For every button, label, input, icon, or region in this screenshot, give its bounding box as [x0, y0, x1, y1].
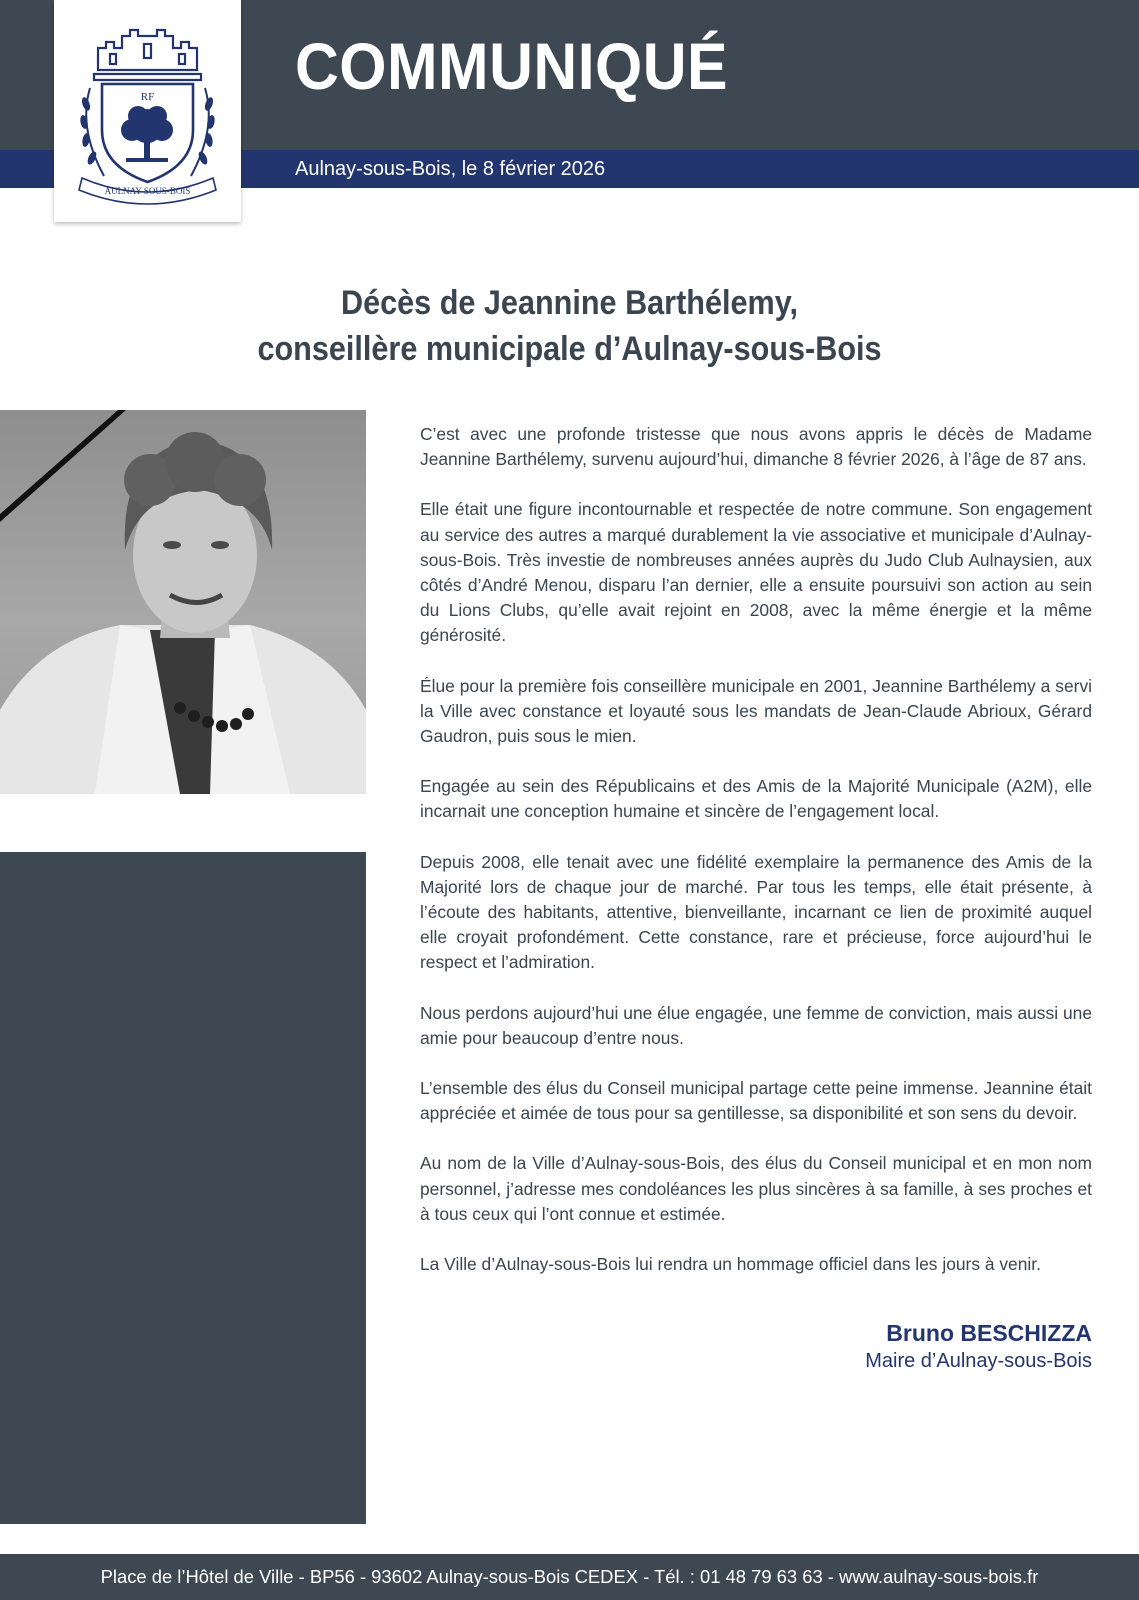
- title-line-1: Décès de Jeannine Barthélemy,: [341, 284, 798, 322]
- paragraph: C’est avec une profonde tristesse que nous avons appris le décès de Madame Jeannine Barthélemy, survenu aujourd’hui, dimanche 8 février 2026, à l’âge de 87 ans.: [420, 424, 1092, 470]
- signatory-role: Maire d’Aulnay-sous-Bois: [865, 1350, 1092, 1372]
- portrait-icon: [0, 410, 366, 794]
- paragraph: Engagée au sein des Républicains et des Amis de la Majorité Municipale (A2M), elle incarnait une conception humaine et sincère de l’engagement local.: [420, 776, 1092, 822]
- svg-text:AULNAY-SOUS-BOIS: AULNAY-SOUS-BOIS: [104, 186, 191, 196]
- title-line-2: conseillère municipale d’Aulnay-sous-Bois: [257, 330, 882, 368]
- signature-block: [865, 1318, 1092, 1374]
- paragraph: Elle était une figure incontournable et respectée de notre commune. Son engagement au service des autres a marqué durablement la vie associative et municipale d’Aulnay-sous-Bois. Très investie de nombreuses années auprès du Judo Club Aulnaysien, aux côtés d’André Menou, disparu l’an dernier, elle a ensuite poursuivi son action au sein du Lions Clubs, qu’elle avait rejoint en 2008, avec la même énergie et la même générosité.: [420, 499, 1092, 646]
- city-crest-logo: [54, 0, 241, 222]
- body-text: [420, 422, 1092, 1302]
- page-kind-heading: COMMUNIQUÉ: [295, 29, 729, 103]
- svg-text:RF: RF: [140, 91, 155, 103]
- paragraph: Au nom de la Ville d’Aulnay-sous-Bois, des élus du Conseil municipal et en mon nom personnel, j’adresse mes condoléances les plus sincères à sa famille, à ses proches et à tous ceux qui l’ont connue et estimée.: [420, 1153, 1092, 1224]
- signatory-name: Bruno BESCHIZZA: [886, 1320, 1092, 1346]
- side-panel: [0, 852, 366, 1524]
- article-title: [57, 280, 1082, 372]
- date-line: Aulnay-sous-Bois, le 8 février 2026: [295, 158, 606, 180]
- paragraph: Élue pour la première fois conseillère municipale en 2001, Jeannine Barthélemy a servi la Ville avec constance et loyauté sous les mandats de Jean-Claude Abrioux, Gérard Gaudron, puis sous le mien.: [420, 675, 1092, 747]
- crest-icon: [64, 18, 231, 206]
- paragraph: Depuis 2008, elle tenait avec une fidélité exemplaire la permanence des Amis de la Majorité lors de chaque jour de marché. Par tous les temps, elle était présente, à l’écoute des habitants, attentive, bienveillante, incarnant ce lien de proximité auquel elle croyait profondément. Cette constance, rare et précieuse, force aujourd’hui le respect et l’admiration.: [420, 851, 1092, 973]
- footer-address: Place de l’Hôtel de Ville - BP56 - 93602 Aulnay-sous-Bois CEDEX - Tél. : 01 48 79 63 63 - www.aulnay-sous-bois.fr: [100, 1566, 1039, 1587]
- portrait-photo: [0, 410, 366, 794]
- paragraph: La Ville d’Aulnay-sous-Bois lui rendra un hommage officiel dans les jours à venir.: [420, 1254, 1041, 1275]
- paragraph: L’ensemble des élus du Conseil municipal partage cette peine immense. Jeannine était appréciée et aimée de tous pour sa gentillesse, sa disponibilité et son sens du devoir.: [420, 1078, 1092, 1124]
- paragraph: Nous perdons aujourd’hui une élue engagée, une femme de conviction, mais aussi une amie pour beaucoup d’entre nous.: [420, 1002, 1092, 1048]
